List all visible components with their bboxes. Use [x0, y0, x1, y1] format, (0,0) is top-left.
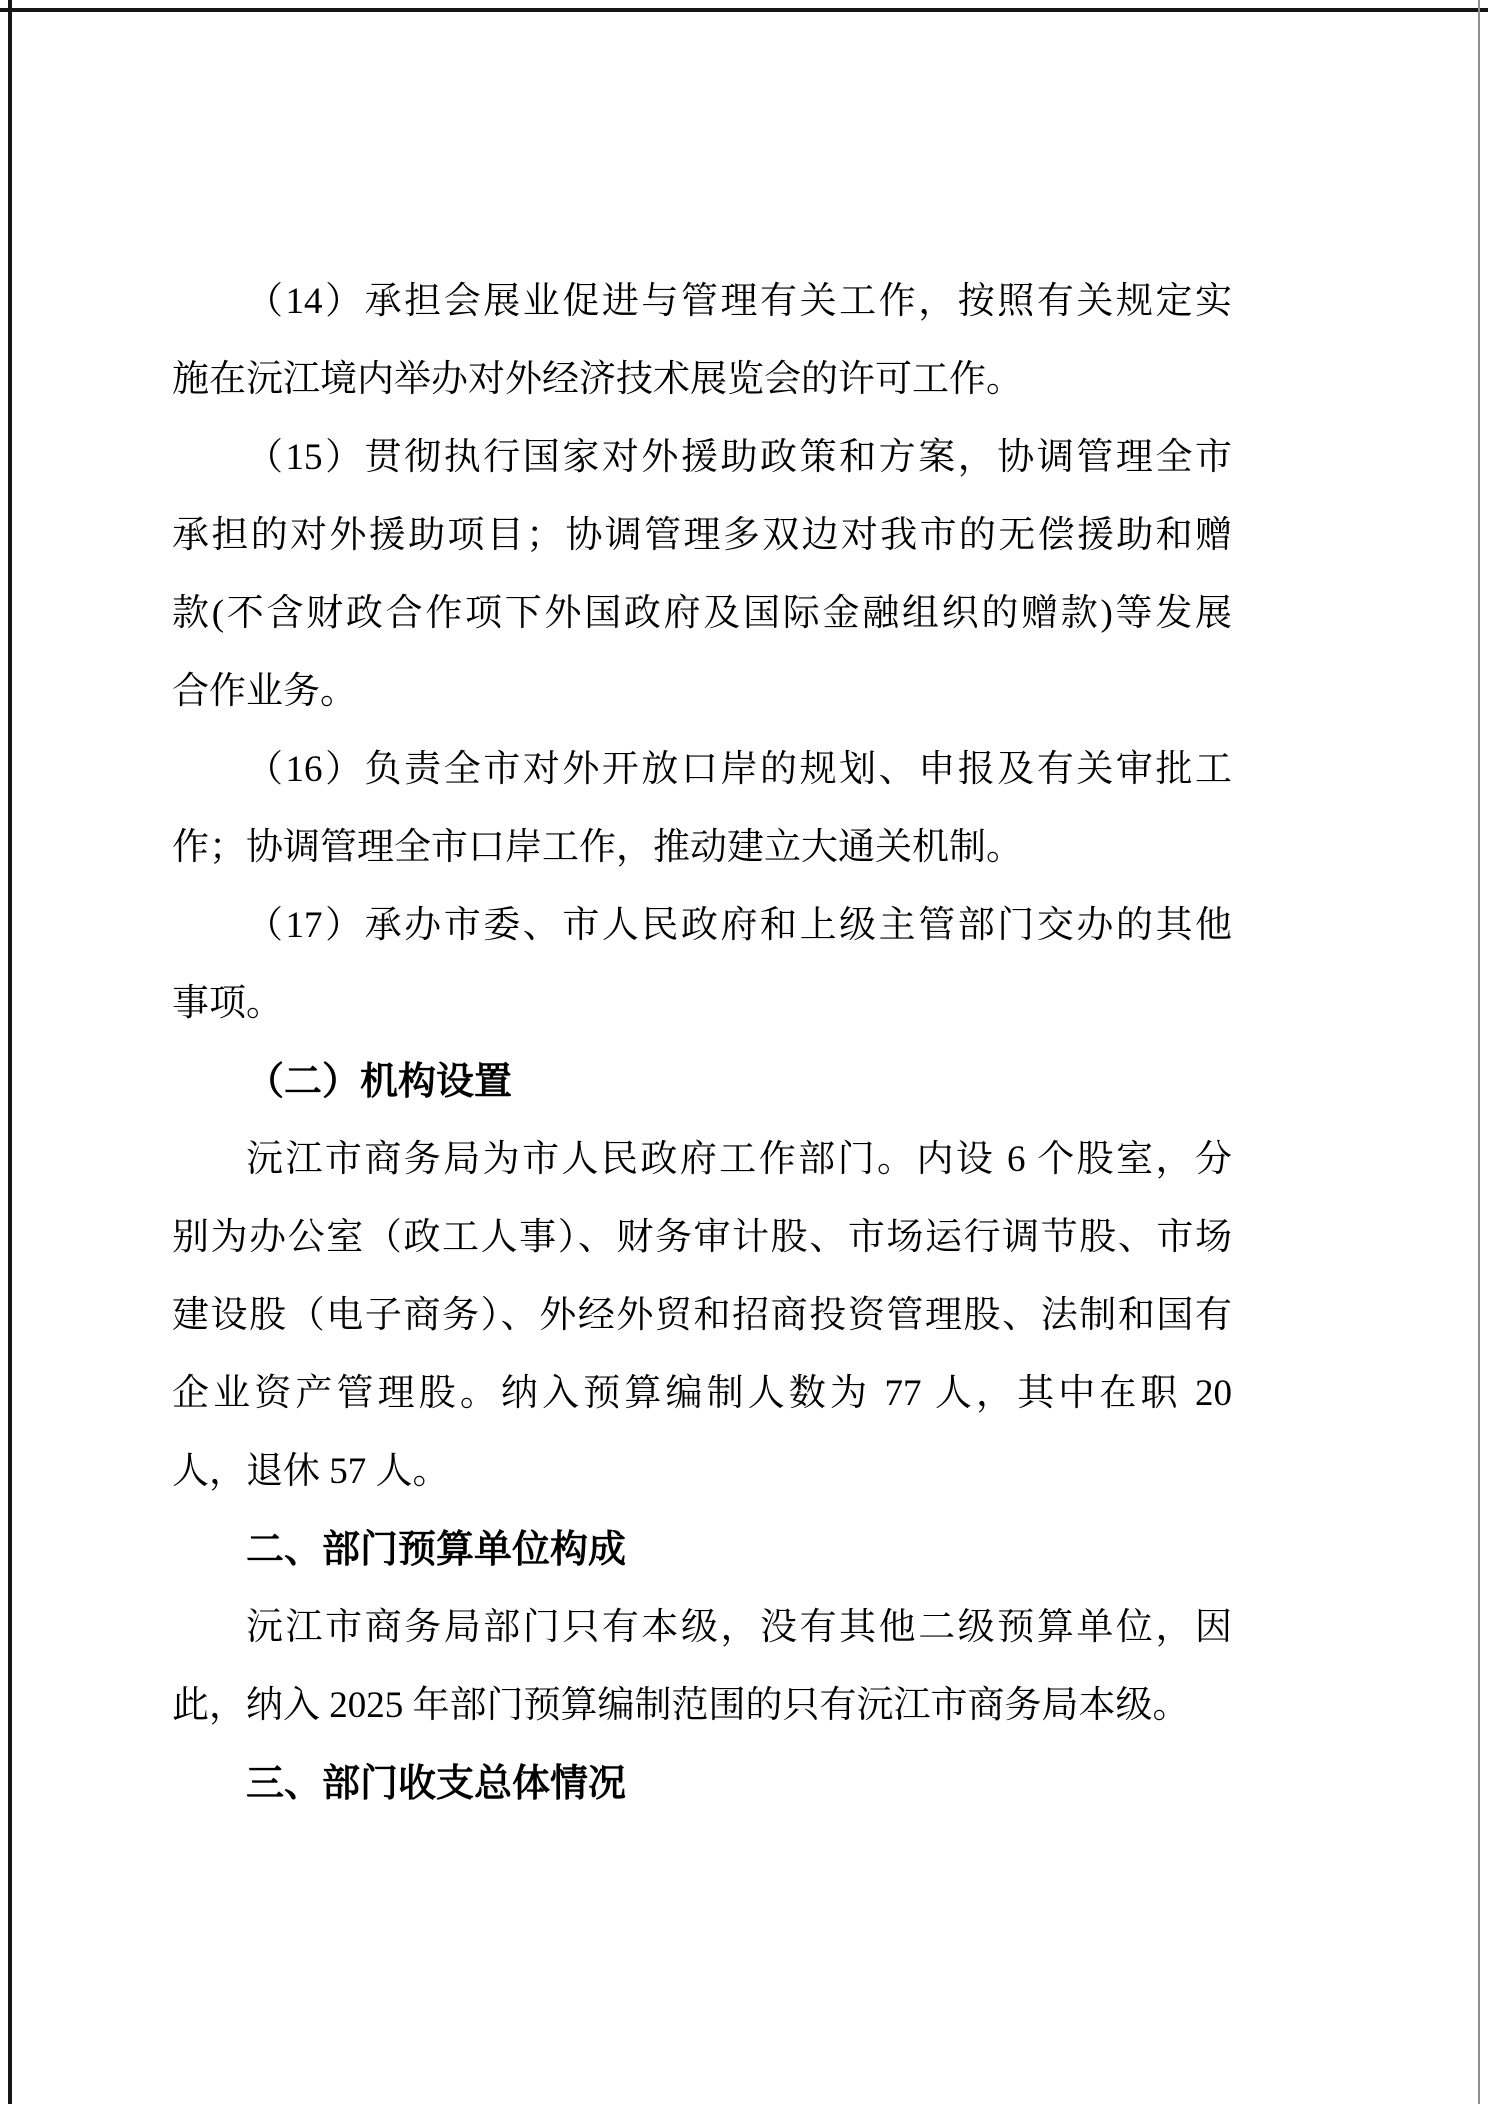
text-line: 企业资产管理股。纳入预算编制人数为 77 人，其中在职 20 — [172, 1373, 1232, 1414]
text-line: （14）承担会展业促进与管理有关工作，按照有关规定实 — [246, 281, 1232, 322]
text-line: 作；协调管理全市口岸工作，推动建立大通关机制。 — [172, 827, 1023, 868]
text-line: （17）承办市委、市人民政府和上级主管部门交办的其他 — [246, 905, 1232, 946]
text-line: 三、部门收支总体情况 — [246, 1763, 627, 1805]
text-line: 事项。 — [172, 983, 283, 1024]
text-line: （二）机构设置 — [246, 1061, 513, 1103]
scan-edge-right — [1478, 0, 1480, 2104]
text-line: 施在沅江境内举办对外经济技术展览会的许可工作。 — [172, 359, 1023, 400]
text-line: （16）负责全市对外开放口岸的规划、申报及有关审批工 — [246, 749, 1232, 790]
text-line: 合作业务。 — [172, 671, 357, 712]
text-line: 款(不含财政合作项下外国政府及国际金融组织的赠款)等发展 — [172, 593, 1232, 634]
text-line: 别为办公室（政工人事）、财务审计股、市场运行调节股、市场 — [172, 1217, 1232, 1258]
text-line: 二、部门预算单位构成 — [246, 1529, 627, 1571]
scan-edge-top — [0, 8, 1488, 12]
scan-edge-left — [8, 0, 12, 2104]
text-line: 沅江市商务局部门只有本级，没有其他二级预算单位，因 — [246, 1607, 1232, 1648]
text-line: 沅江市商务局为市人民政府工作部门。内设 6 个股室，分 — [246, 1139, 1232, 1180]
text-line: 建设股（电子商务）、外经外贸和招商投资管理股、法制和国有 — [172, 1295, 1232, 1336]
text-line: 承担的对外援助项目；协调管理多双边对我市的无偿援助和赠 — [172, 515, 1232, 556]
text-line: （15）贯彻执行国家对外援助政策和方案，协调管理全市 — [246, 437, 1232, 478]
text-line: 人，退休 57 人。 — [172, 1451, 450, 1492]
page-content — [172, 263, 1232, 1823]
text-line: 此，纳入 2025 年部门预算编制范围的只有沅江市商务局本级。 — [172, 1685, 1190, 1726]
